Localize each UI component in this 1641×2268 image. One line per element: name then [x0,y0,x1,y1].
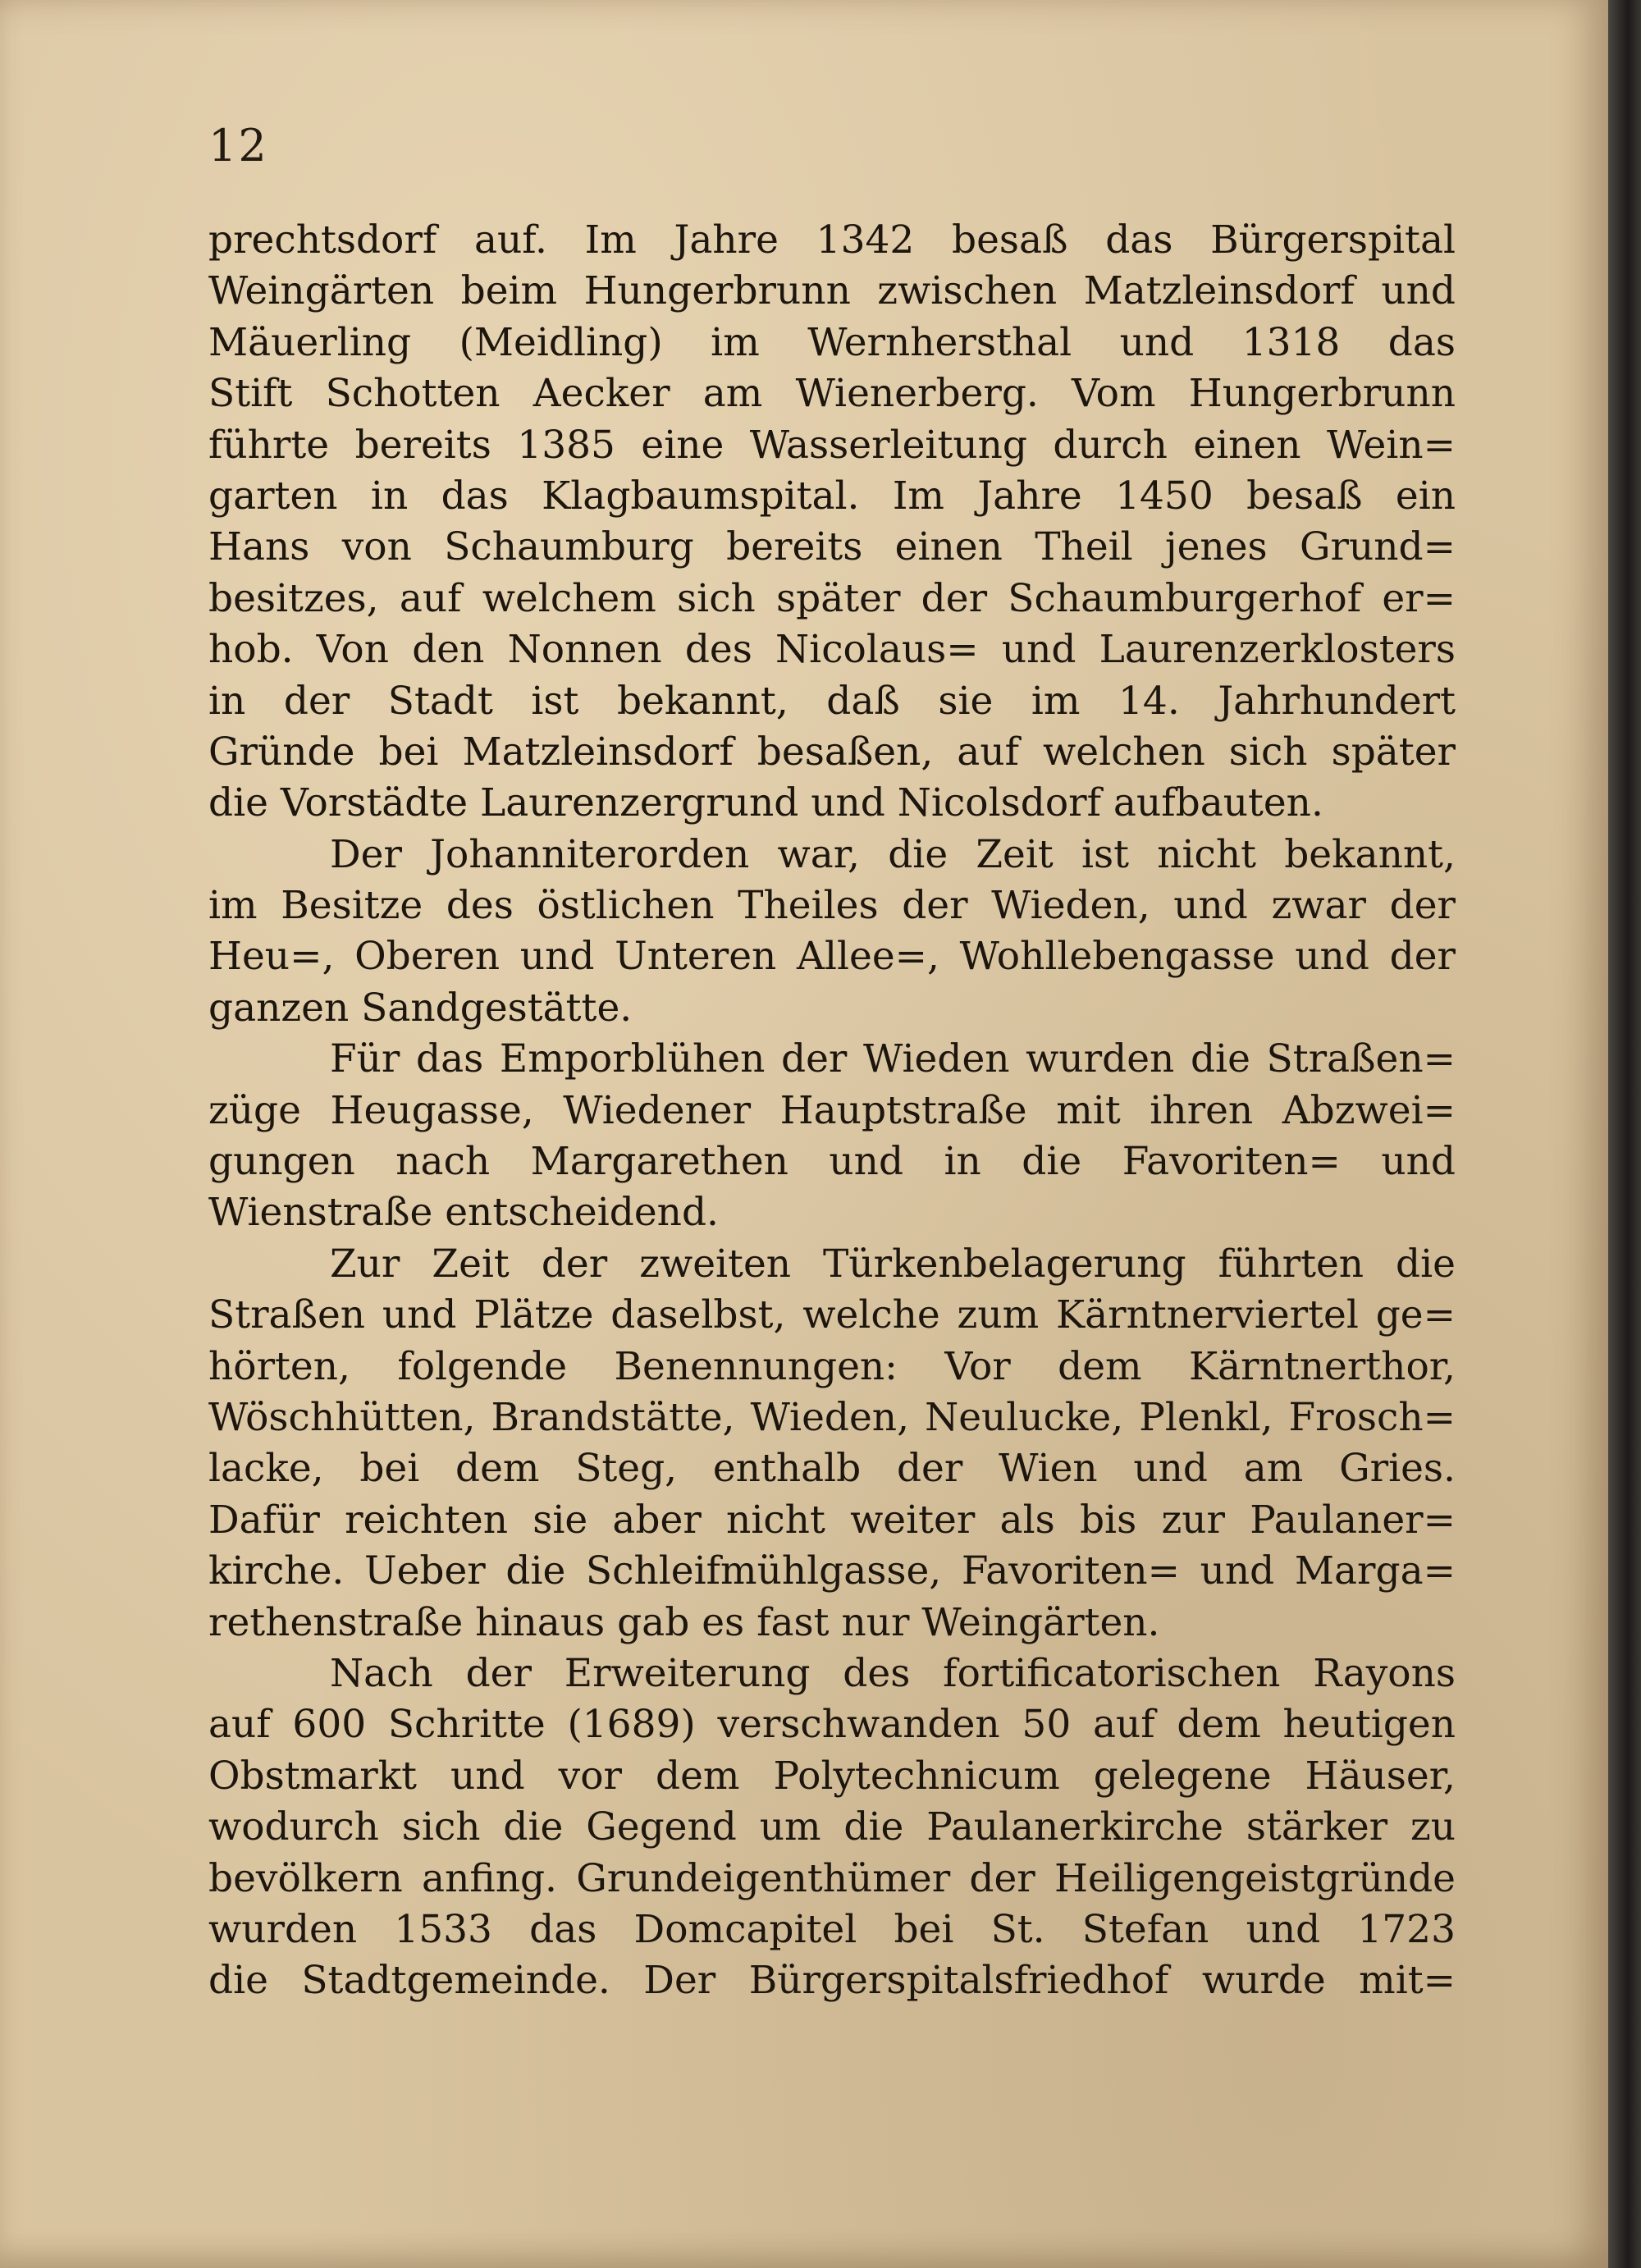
text-line: Straßen und Plätze daselbst, welche zum Kärntnerviertel ge= [208,1292,1456,1338]
text-line: Wienstraße entscheidend. [208,1190,719,1236]
body-text [208,215,1456,2007]
text-line: kirche. Ueber die Schleifmühlgasse, Favoriten= und Marga= [208,1548,1456,1594]
page-number: 12 [208,120,268,171]
text-line: gungen nach Margarethen und in die Favoriten= und [208,1139,1456,1185]
text-line: Mäuerling (Meidling) im Wernhersthal und 1318 das [208,319,1456,365]
text-line: die Stadtgemeinde. Der Bürgerspitalsfriedhof wurde mit= [208,1958,1456,2004]
text-line: Wöschhütten, Brandstätte, Wieden, Neulucke, Plenkl, Frosch= [208,1394,1456,1440]
text-line: im Besitze des östlichen Theiles der Wieden, und zwar der [208,883,1456,929]
text-line: Stift Schotten Aecker am Wienerberg. Vom Hungerbrunn [208,371,1456,417]
text-line: rethenstraße hinaus gab es fast nur Weingärten. [208,1599,1160,1645]
text-line: hörten, folgende Benennungen: Vor dem Kärntnerthor, [208,1343,1456,1389]
text-line: Heu=, Oberen und Unteren Allee=, Wohllebengasse und der [208,934,1456,980]
text-line: besitzes, auf welchem sich später der Schaumburgerhof er= [208,575,1456,621]
text-line: hob. Von den Nonnen des Nicolaus= und Laurenzerklosters [208,627,1456,673]
text-line: Obstmarkt und vor dem Polytechnicum gelegene Häuser, [208,1753,1456,1799]
text-line: Dafür reichten sie aber nicht weiter als bis zur Paulaner= [208,1497,1456,1543]
text-line: Hans von Schaumburg bereits einen Theil jenes Grund= [208,524,1456,570]
text-line: wurden 1533 das Domcapitel bei St. Stefan und 1723 [208,1906,1456,1952]
text-line: Nach der Erweiterung des fortificatorischen Rayons [330,1650,1456,1696]
text-line: Für das Emporblühen der Wieden wurden die Straßen= [330,1036,1456,1082]
text-line: Gründe bei Matzleinsdorf besaßen, auf welchen sich später [208,729,1456,775]
text-line: die Vorstädte Laurenzergrund und Nicolsdorf aufbauten. [208,780,1323,826]
text-line: lacke, bei dem Steg, enthalb der Wien und am Gries. [208,1446,1456,1492]
text-line: Zur Zeit der zweiten Türkenbelagerung führten die [330,1241,1456,1287]
text-line: ganzen Sandgestätte. [208,985,633,1031]
text-line: bevölkern anfing. Grundeigenthümer der Heiligengeistgründe [208,1855,1456,1901]
text-line: Weingärten beim Hungerbrunn zwischen Matzleinsdorf und [208,268,1456,314]
text-line: führte bereits 1385 eine Wasserleitung durch einen Wein= [208,422,1456,468]
text-line: züge Heugasse, Wiedener Hauptstraße mit ihren Abzwei= [208,1087,1456,1133]
text-line: garten in das Klagbaumspital. Im Jahre 1450 besaß ein [208,473,1456,519]
book-binding [1608,0,1641,2268]
text-line: prechtsdorf auf. Im Jahre 1342 besaß das Bürgerspital [208,217,1456,263]
text-line: Der Johanniterorden war, die Zeit ist nicht bekannt, [330,831,1456,877]
text-line: in der Stadt ist bekannt, daß sie im 14. Jahrhundert [208,678,1456,724]
text-line: auf 600 Schritte (1689) verschwanden 50 auf dem heutigen [208,1702,1456,1748]
text-line: wodurch sich die Gegend um die Paulanerkirche stärker zu [208,1804,1456,1850]
